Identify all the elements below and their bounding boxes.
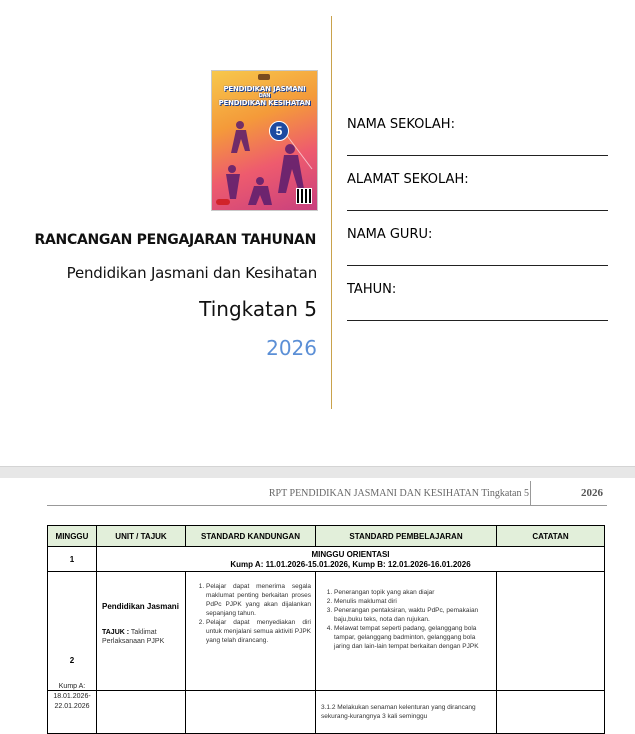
vertical-divider bbox=[331, 16, 332, 409]
page-header-text: RPT PENDIDIKAN JASMANI DAN KESIHATAN Tingkatan 5 bbox=[268, 488, 529, 499]
week-dates bbox=[48, 682, 96, 712]
book-title-band bbox=[215, 85, 314, 111]
teacher-name-field[interactable] bbox=[347, 227, 608, 266]
orientation-dates: Kump A: 11.01.2026-15.01.2026, Kump B: 12.01.2026-16.01.2026 bbox=[230, 560, 471, 569]
year-title: 2026 bbox=[266, 336, 317, 360]
unit-cell bbox=[97, 691, 186, 734]
week-cell bbox=[48, 572, 97, 710]
week-dates-line3: 22.01.2026 bbox=[54, 703, 90, 710]
col-header-minggu: MINGGU bbox=[48, 526, 97, 547]
publisher-logo-icon bbox=[216, 199, 230, 205]
standard-pembelajaran-cell bbox=[316, 572, 497, 691]
tajuk-text bbox=[102, 628, 181, 646]
table-row bbox=[48, 572, 605, 691]
week-number: 2 bbox=[69, 656, 75, 665]
textbook-cover-image bbox=[211, 70, 318, 211]
col-header-catatan: CATATAN bbox=[497, 526, 605, 547]
list-item: 4. Melawat tempat seperti padang, gelanggang bola tampar, gelanggang badminton, gelanggang bola jaring dan lain-lain tempat berkaitan dengan PJPK bbox=[334, 624, 492, 651]
subject-title: Pendidikan Jasmani dan Kesihatan bbox=[66, 264, 317, 282]
teacher-name-label: NAMA GURU: bbox=[347, 227, 433, 242]
table-row bbox=[48, 691, 605, 734]
list-item: 2. Pelajar dapat menyediakan diri untuk menjalani semua aktiviti PJPK yang telah dirancang. bbox=[206, 618, 311, 645]
ministry-logo-icon bbox=[258, 74, 270, 80]
list-item: 3. Penerangan pentaksiran, waktu PdPc, pemakaian baju,buku teks, nota dan rujukan. bbox=[334, 606, 492, 624]
book-title-line1: PENDIDIKAN JASMANI bbox=[223, 85, 306, 93]
page-header-year: 2026 bbox=[581, 487, 603, 499]
school-address-label: ALAMAT SEKOLAH: bbox=[347, 172, 469, 187]
table-row bbox=[48, 547, 605, 572]
rpt-table-page bbox=[0, 478, 635, 722]
school-address-field[interactable] bbox=[347, 172, 608, 211]
year-label: TAHUN: bbox=[347, 282, 397, 297]
standard-kandungan-cell bbox=[186, 691, 316, 734]
header-separator bbox=[530, 481, 531, 505]
list-item: 1. Pelajar dapat menerima segala maklumat penting berkaitan proses PdPc PJPK yang akan dijalankan sepanjang tahun. bbox=[206, 582, 311, 618]
header-rule bbox=[47, 505, 607, 506]
catatan-cell bbox=[497, 572, 605, 691]
book-title-line3: PENDIDIKAN KESIHATAN bbox=[218, 99, 311, 107]
qr-code-icon bbox=[296, 188, 312, 204]
form-title: Tingkatan 5 bbox=[199, 297, 317, 321]
school-name-field[interactable] bbox=[347, 117, 608, 156]
book-title-line2: DAN bbox=[258, 93, 271, 99]
rpt-table bbox=[47, 525, 605, 734]
book-number-badge: 5 bbox=[269, 121, 289, 141]
school-name-label: NAMA SEKOLAH: bbox=[347, 117, 455, 132]
orientation-title: MINGGU ORIENTASI bbox=[311, 550, 390, 559]
standard-pembelajaran-cell: 3.1.2 Melakukan senaman kelenturan yang dirancang sekurang-kurangnya 3 kali seminggu bbox=[316, 691, 497, 734]
col-header-standard-pembelajaran: STANDARD PEMBELAJARAN bbox=[316, 526, 497, 547]
week-cell: 1 bbox=[48, 547, 97, 572]
table-header-row bbox=[48, 526, 605, 547]
unit-heading: Pendidikan Jasmani bbox=[102, 602, 179, 611]
catatan-cell bbox=[497, 691, 605, 734]
col-header-unit: UNIT / TAJUK bbox=[97, 526, 186, 547]
week-dates-line1: Kump A: bbox=[58, 683, 86, 690]
list-item: 1. Penerangan topik yang akan diajar bbox=[334, 588, 492, 597]
unit-cell bbox=[97, 572, 186, 691]
col-header-standard-kandungan: STANDARD KANDUNGAN bbox=[186, 526, 316, 547]
tajuk-value: Taklimat Perlaksanaan PJPK bbox=[102, 629, 165, 645]
main-title: RANCANGAN PENGAJARAN TAHUNAN bbox=[34, 232, 316, 248]
tajuk-label: TAJUK : bbox=[102, 629, 130, 636]
list-item: 2. Menulis maklumat diri bbox=[334, 597, 492, 606]
year-field[interactable] bbox=[347, 282, 608, 321]
week-dates-line2: 18.01.2026- bbox=[53, 693, 91, 700]
orientation-cell bbox=[97, 547, 605, 572]
standard-kandungan-cell bbox=[186, 572, 316, 691]
